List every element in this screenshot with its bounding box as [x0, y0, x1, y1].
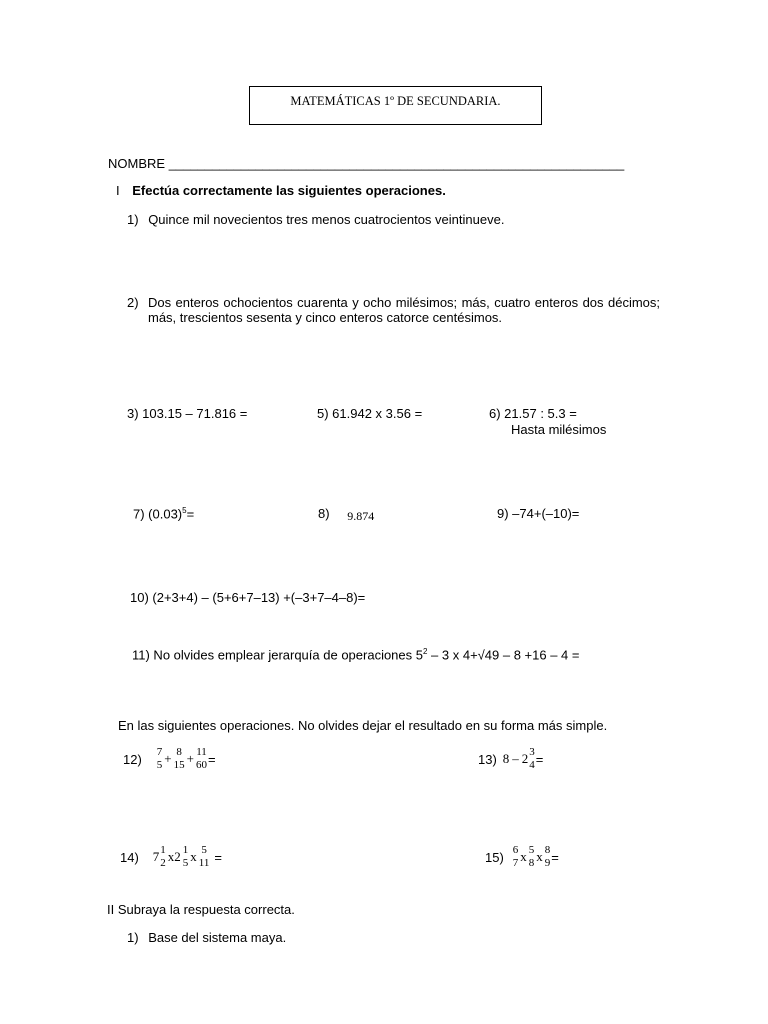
question-10: 10) (2+3+4) – (5+6+7–13) +(–3+7–4–8)= [130, 590, 366, 605]
question-11 [132, 647, 580, 662]
question-12 [123, 746, 216, 772]
question-6-note: Hasta milésimos [511, 422, 607, 437]
question-11-text: 11) No olvides emplear jerarquía de operaciones 5 [132, 647, 423, 663]
question-8-value: 9.874 [347, 509, 375, 523]
fraction: 3 4 [529, 746, 535, 771]
question-9: 9) –74+(–10)= [497, 506, 580, 521]
question-7-exponent: 5 [182, 506, 187, 515]
section-2-question-1-number: 1) [127, 930, 139, 945]
name-line: _______________________________________________________________ [168, 156, 625, 171]
fraction: 5 8 [528, 844, 535, 869]
question-7-base: 7) (0.03) [133, 506, 183, 522]
question-2-text: Dos enteros ochocientos cuarenta y ocho milésimos; más, cuatro enteros dos décimos; más, trescientos sesenta y cinco enteros catorce centésimos. [148, 295, 660, 325]
section-2-question-1 [127, 930, 286, 945]
question-1-number: 1) [127, 212, 139, 227]
question-7 [133, 506, 194, 521]
equals-sign: = [214, 849, 222, 865]
question-15-number: 15) [485, 849, 504, 865]
question-13 [478, 746, 543, 772]
fraction: 8 15 [173, 746, 185, 771]
multiply-operator: x [190, 849, 197, 864]
fraction: 6 7 [512, 844, 519, 869]
fraction: 8 9 [544, 844, 551, 869]
question-12-number: 12) [123, 751, 142, 767]
name-label: NOMBRE [108, 156, 166, 171]
section-1-title: Efectúa correctamente las siguientes operaciones. [132, 183, 446, 198]
fractions-intro: En las siguientes operaciones. No olvides dejar el resultado en su forma más simple. [118, 718, 608, 733]
plus-operator: + [164, 751, 172, 766]
equals-sign: = [535, 751, 544, 767]
question-1-text: Quince mil novecientos tres menos cuatrocientos veintinueve. [148, 212, 505, 227]
fraction: 1 2 [160, 844, 166, 869]
section-2-heading: II Subraya la respuesta correcta. [107, 902, 295, 917]
equals-sign: = [551, 849, 559, 865]
question-13-whole: 2 [521, 751, 529, 766]
question-8 [318, 506, 374, 522]
multiply-operator: x [520, 849, 527, 864]
section-1-numeral: I [116, 183, 120, 198]
question-7-equals: = [186, 506, 195, 522]
page-title: MATEMÁTICAS 1º DE SECUNDARIA. [249, 86, 542, 125]
question-13-minuend: 8 [502, 751, 510, 766]
question-14-number: 14) [120, 849, 139, 865]
section-2-question-1-text: Base del sistema maya. [148, 930, 287, 945]
question-11-exponent: 2 [422, 647, 428, 656]
equals-sign: = [207, 751, 216, 767]
section-1-heading [116, 183, 446, 198]
question-15 [485, 844, 559, 870]
question-6: 6) 21.57 : 5.3 = [489, 406, 577, 421]
question-8-number: 8) [318, 506, 330, 521]
question-5: 5) 61.942 x 3.56 = [317, 406, 423, 421]
multiply-operator: x2 [167, 849, 181, 864]
question-2-number: 2) [127, 295, 139, 310]
plus-operator: + [186, 751, 194, 766]
question-13-number: 13) [478, 751, 497, 767]
question-11-expression: – 3 x 4+√49 – 8 +16 – 4 = [427, 647, 580, 663]
fraction: 7 5 [156, 746, 163, 771]
name-field [108, 156, 624, 171]
minus-operator: – [512, 751, 519, 766]
fraction: 1 5 [182, 844, 189, 869]
question-3: 3) 103.15 – 71.816 = [127, 406, 248, 421]
multiply-operator: x [536, 849, 543, 864]
question-14 [120, 844, 222, 870]
question-1 [127, 212, 504, 227]
fraction: 5 11 [198, 844, 210, 869]
question-14-whole: 7 [152, 849, 160, 864]
fraction: 11 60 [195, 746, 207, 771]
